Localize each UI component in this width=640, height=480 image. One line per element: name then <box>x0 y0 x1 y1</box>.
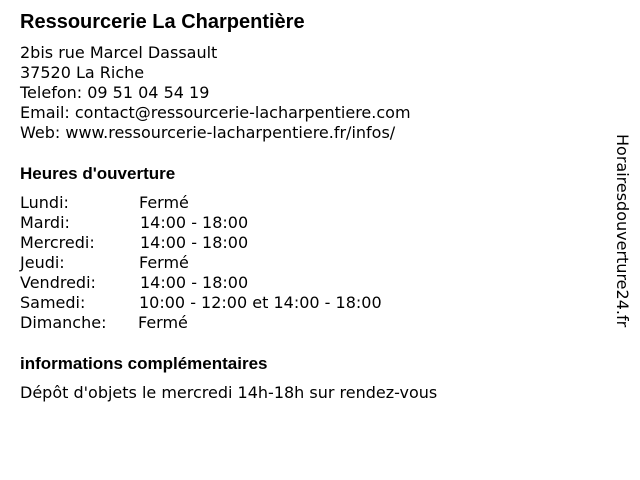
day-hours: Fermé <box>138 313 188 332</box>
day-hours: 14:00 - 18:00 <box>140 213 249 232</box>
info-heading: informations complémentaires <box>20 354 268 373</box>
business-name: Ressourcerie La Charpentière <box>20 11 305 33</box>
phone-line: Telefon: 09 51 04 54 19 <box>20 83 210 102</box>
day-label: Lundi: <box>20 193 69 212</box>
day-label: Dimanche: <box>20 313 107 332</box>
address-line-1: 2bis rue Marcel Dassault <box>20 43 218 62</box>
day-label: Mercredi: <box>20 233 95 252</box>
watermark <box>612 134 636 368</box>
day-label: Samedi: <box>20 293 86 312</box>
day-label: Mardi: <box>20 213 70 232</box>
contact-block <box>20 43 411 143</box>
web-line: Web: www.ressourcerie-lacharpentiere.fr/infos/ <box>20 123 396 142</box>
info-text: Dépôt d'objets le mercredi 14h-18h sur rendez-vous <box>20 383 438 402</box>
day-hours: 14:00 - 18:00 <box>140 233 249 252</box>
day-hours: 10:00 - 12:00 et 14:00 - 18:00 <box>139 293 382 312</box>
day-hours: Fermé <box>139 253 189 272</box>
day-label: Vendredi: <box>20 273 96 292</box>
day-hours: Fermé <box>139 193 189 212</box>
email-line: Email: contact@ressourcerie-lacharpentiere.com <box>20 103 411 122</box>
hours-heading: Heures d'ouverture <box>20 164 176 183</box>
day-label: Jeudi: <box>20 253 65 272</box>
day-hours: 14:00 - 18:00 <box>140 273 249 292</box>
watermark-text: Horairesdouverture24.fr <box>613 134 632 328</box>
address-line-2: 37520 La Riche <box>20 63 145 82</box>
